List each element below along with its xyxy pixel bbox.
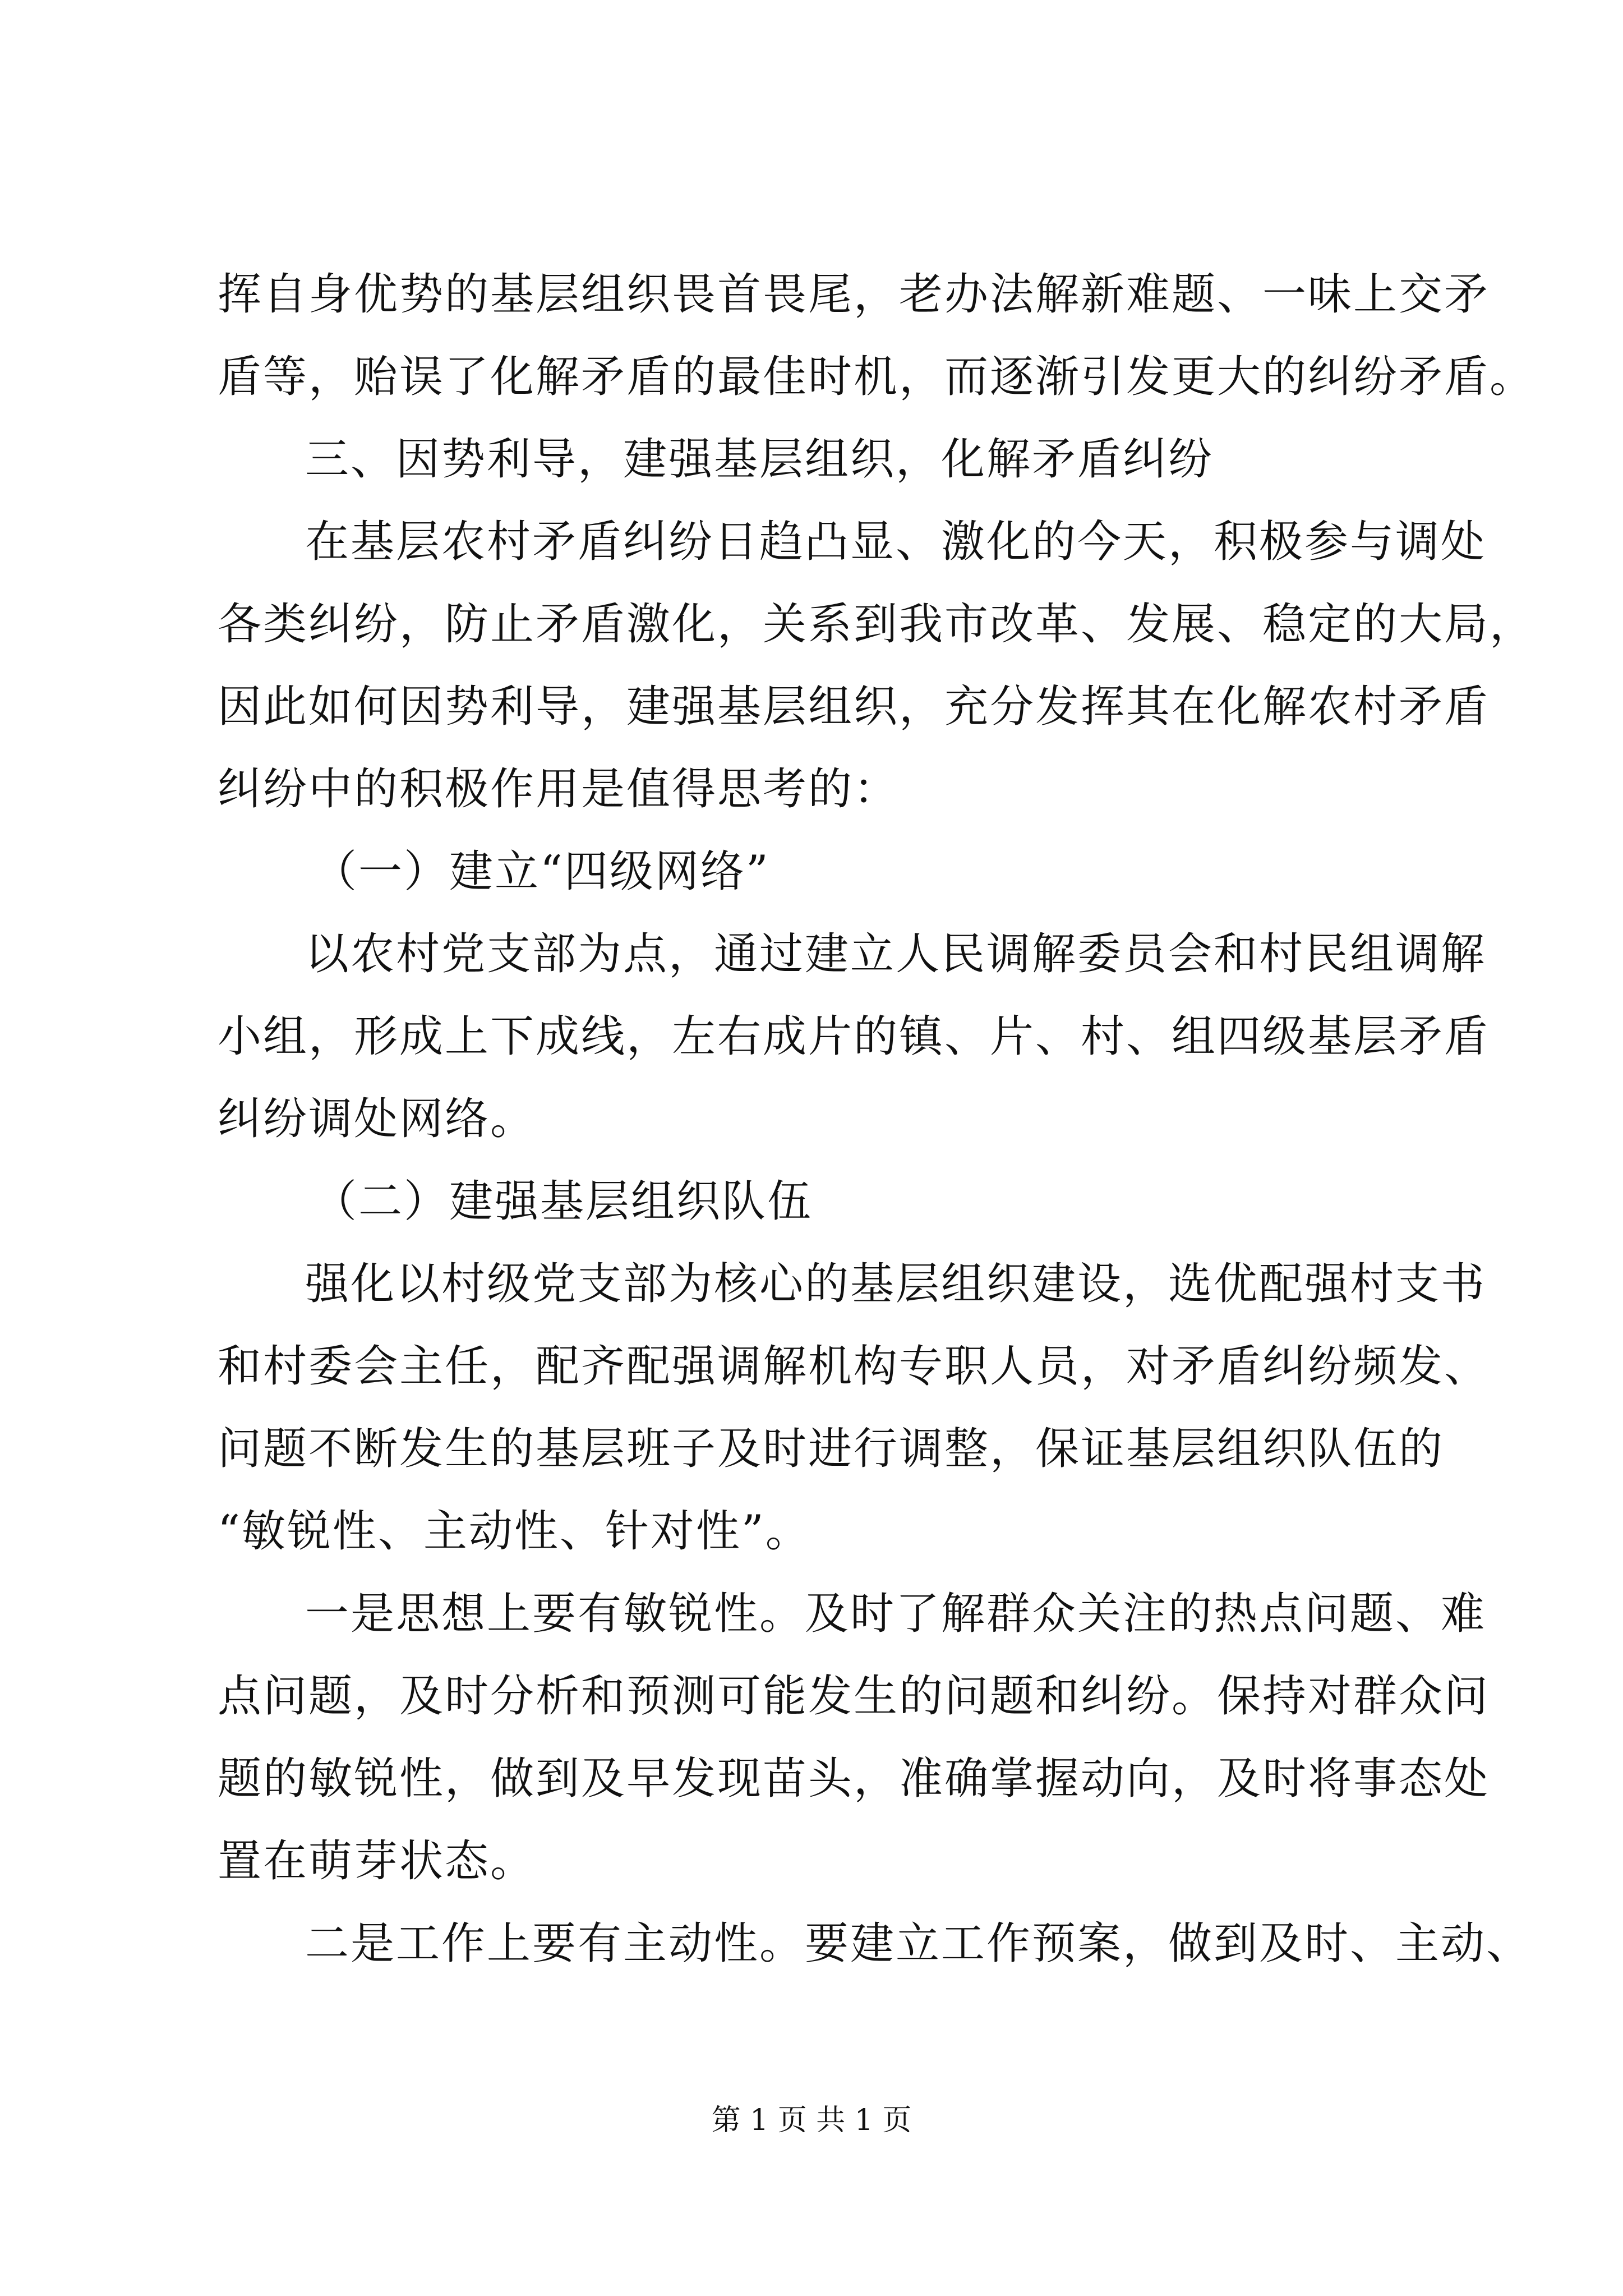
- text-line: 以农村党支部为点，通过建立人民调解委员会和村民组调解: [305, 929, 1487, 979]
- text-line: 题的敏锐性，做到及早发现苗头，准确掌握动向，及时将事态处: [218, 1754, 1490, 1804]
- text-line: 纠纷中的积极作用是值得思考的：: [218, 764, 900, 815]
- text-line: 在基层农村矛盾纠纷日趋凸显、激化的今天，积极参与调处: [305, 517, 1487, 567]
- text-line: 二是工作上要有主动性。要建立工作预案，做到及时、主动、: [305, 1918, 1532, 1969]
- text-line: 盾等，贻误了化解矛盾的最佳时机，而逐渐引发更大的纠纷矛盾。: [218, 352, 1536, 402]
- text-line: 因此如何因势利导，建强基层组织，充分发挥其在化解农村矛盾: [218, 682, 1490, 732]
- document-body: [218, 254, 1536, 1985]
- text-line: 各类纠纷，防止矛盾激化，关系到我市改革、发展、稳定的大局，: [218, 599, 1536, 650]
- section-heading: 三、因势利导，建强基层组织，化解矛盾纠纷: [305, 434, 1214, 485]
- text-line: 一是思想上要有敏锐性。及时了解群众关注的热点问题、难: [305, 1589, 1487, 1639]
- text-line: “敏锐性、主动性、针对性”。: [218, 1506, 811, 1557]
- text-line: 问题不断发生的基层班子及时进行调整，保证基层组织队伍的: [218, 1424, 1445, 1474]
- page-footer: 第 1 页 共 1 页: [711, 2104, 912, 2137]
- subsection-heading: （二）建强基层组织队伍: [313, 1176, 813, 1227]
- text-line: 和村委会主任，配齐配强调解机构专职人员，对矛盾纠纷频发、: [218, 1341, 1490, 1392]
- text-line: 强化以村级党支部为核心的基层组织建设，选优配强村支书: [305, 1259, 1487, 1309]
- subsection-heading: （一）建立“四级网络”: [313, 846, 770, 897]
- text-line: 纠纷调处网络。: [218, 1094, 536, 1144]
- text-line: 点问题，及时分析和预测可能发生的问题和纠纷。保持对群众问: [218, 1671, 1490, 1722]
- text-line: 置在萌芽状态。: [218, 1836, 536, 1887]
- text-line: 挥自身优势的基层组织畏首畏尾，老办法解新难题、一味上交矛: [218, 269, 1490, 320]
- text-line: 小组，形成上下成线，左右成片的镇、片、村、组四级基层矛盾: [218, 1011, 1490, 1062]
